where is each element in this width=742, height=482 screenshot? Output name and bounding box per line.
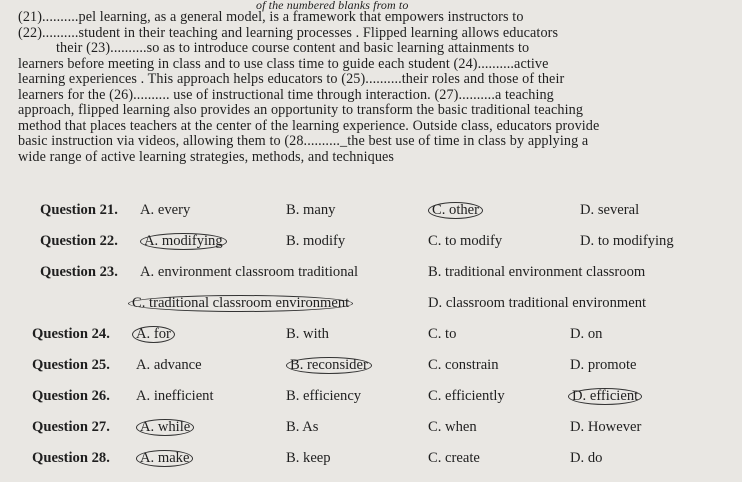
option-a: [132, 326, 175, 343]
option-c: C. to: [428, 326, 457, 342]
question-label: Question 28.: [32, 450, 110, 466]
option-d: D. to modifying: [580, 233, 674, 249]
passage-line: (22)..........student in their teaching and learning processes . Flipped learning allows educators: [18, 24, 559, 41]
passage-line: their (23)..........so as to introduce course content and basic learning attainments to: [56, 40, 530, 56]
question-24: [32, 320, 730, 351]
question-list: [32, 196, 730, 475]
option-c: [428, 202, 483, 219]
question-23: [40, 258, 730, 289]
passage-line: learning experiences . This approach helps educators to (25)..........their roles and those of their: [18, 71, 565, 87]
option-d: D. However: [570, 419, 642, 435]
option-c: [128, 295, 353, 312]
question-21: [40, 196, 730, 227]
passage-line: (21)..........pel learning, as a general model, is a framework that empowers instructors to: [18, 9, 524, 25]
option-b: B. As: [286, 419, 319, 435]
option-c: C. efficiently: [428, 388, 505, 404]
option-a: [140, 233, 227, 250]
answer-circle: A. make: [136, 450, 193, 467]
option-d: D. do: [570, 450, 603, 466]
option-b: B. modify: [286, 233, 346, 249]
option-d: [568, 388, 642, 405]
answer-circle: A. while: [136, 419, 194, 436]
option-b: B. many: [286, 202, 336, 218]
question-22: [40, 227, 730, 258]
question-label: Question 24.: [32, 326, 110, 342]
question-28: [32, 444, 730, 475]
question-label: Question 27.: [32, 419, 110, 435]
option-d: D. classroom traditional environment: [428, 295, 647, 311]
option-a: A. environment classroom traditional: [140, 264, 359, 280]
question-label: Question 22.: [40, 233, 118, 249]
passage-line: basic instruction via videos, allowing them to (28.........._the best use of time in class by applying a: [18, 133, 589, 149]
passage-header-fragment: of the numbered blanks from to: [256, 0, 409, 12]
option-d: D. promote: [570, 357, 637, 373]
option-a: A. advance: [136, 357, 202, 373]
answer-circle: B. reconsider: [286, 357, 372, 374]
question-23-continued: [40, 289, 730, 320]
option-b: B. traditional environment classroom: [428, 264, 646, 280]
option-b: B. with: [286, 326, 329, 342]
option-d: D. several: [580, 202, 640, 218]
question-27: [32, 413, 730, 444]
option-b: B. efficiency: [286, 388, 362, 404]
passage-line: wide range of active learning strategies, methods, and techniques: [18, 148, 395, 165]
question-label: Question 25.: [32, 357, 110, 373]
question-label: Question 23.: [40, 264, 118, 280]
option-a: A. inefficient: [136, 388, 214, 404]
answer-circle: D. efficient: [568, 388, 642, 405]
option-c: C. create: [428, 450, 480, 466]
passage-line: approach, flipped learning also provides an opportunity to transform the basic traditional teaching: [18, 102, 584, 118]
option-a: [136, 450, 193, 467]
question-label: Question 26.: [32, 388, 110, 404]
option-a: [136, 419, 194, 436]
passage-line: learners for the (26).......... use of instructional time through interaction. (27)..........a teaching: [18, 86, 554, 103]
answer-circle: C. traditional classroom environment: [128, 295, 353, 312]
option-c: C. when: [428, 419, 477, 435]
answer-circle: C. other: [428, 202, 483, 219]
cloze-passage: [18, 0, 730, 165]
answer-circle: A. modifying: [140, 233, 227, 250]
option-c: C. to modify: [428, 233, 503, 249]
passage-line: method that places teachers at the center of the learning experience. Outside class, educators provide: [18, 117, 600, 134]
option-d: D. on: [570, 326, 603, 342]
passage-line: learners before meeting in class and to use class time to guide each student (24)..........active: [18, 55, 549, 72]
option-b: [286, 357, 372, 374]
question-26: [32, 382, 730, 413]
question-25: [32, 351, 730, 382]
answer-circle: A. for: [132, 326, 175, 343]
question-label: Question 21.: [40, 202, 118, 218]
option-a: A. every: [140, 202, 191, 218]
option-b: B. keep: [286, 450, 331, 466]
option-c: C. constrain: [428, 357, 499, 373]
